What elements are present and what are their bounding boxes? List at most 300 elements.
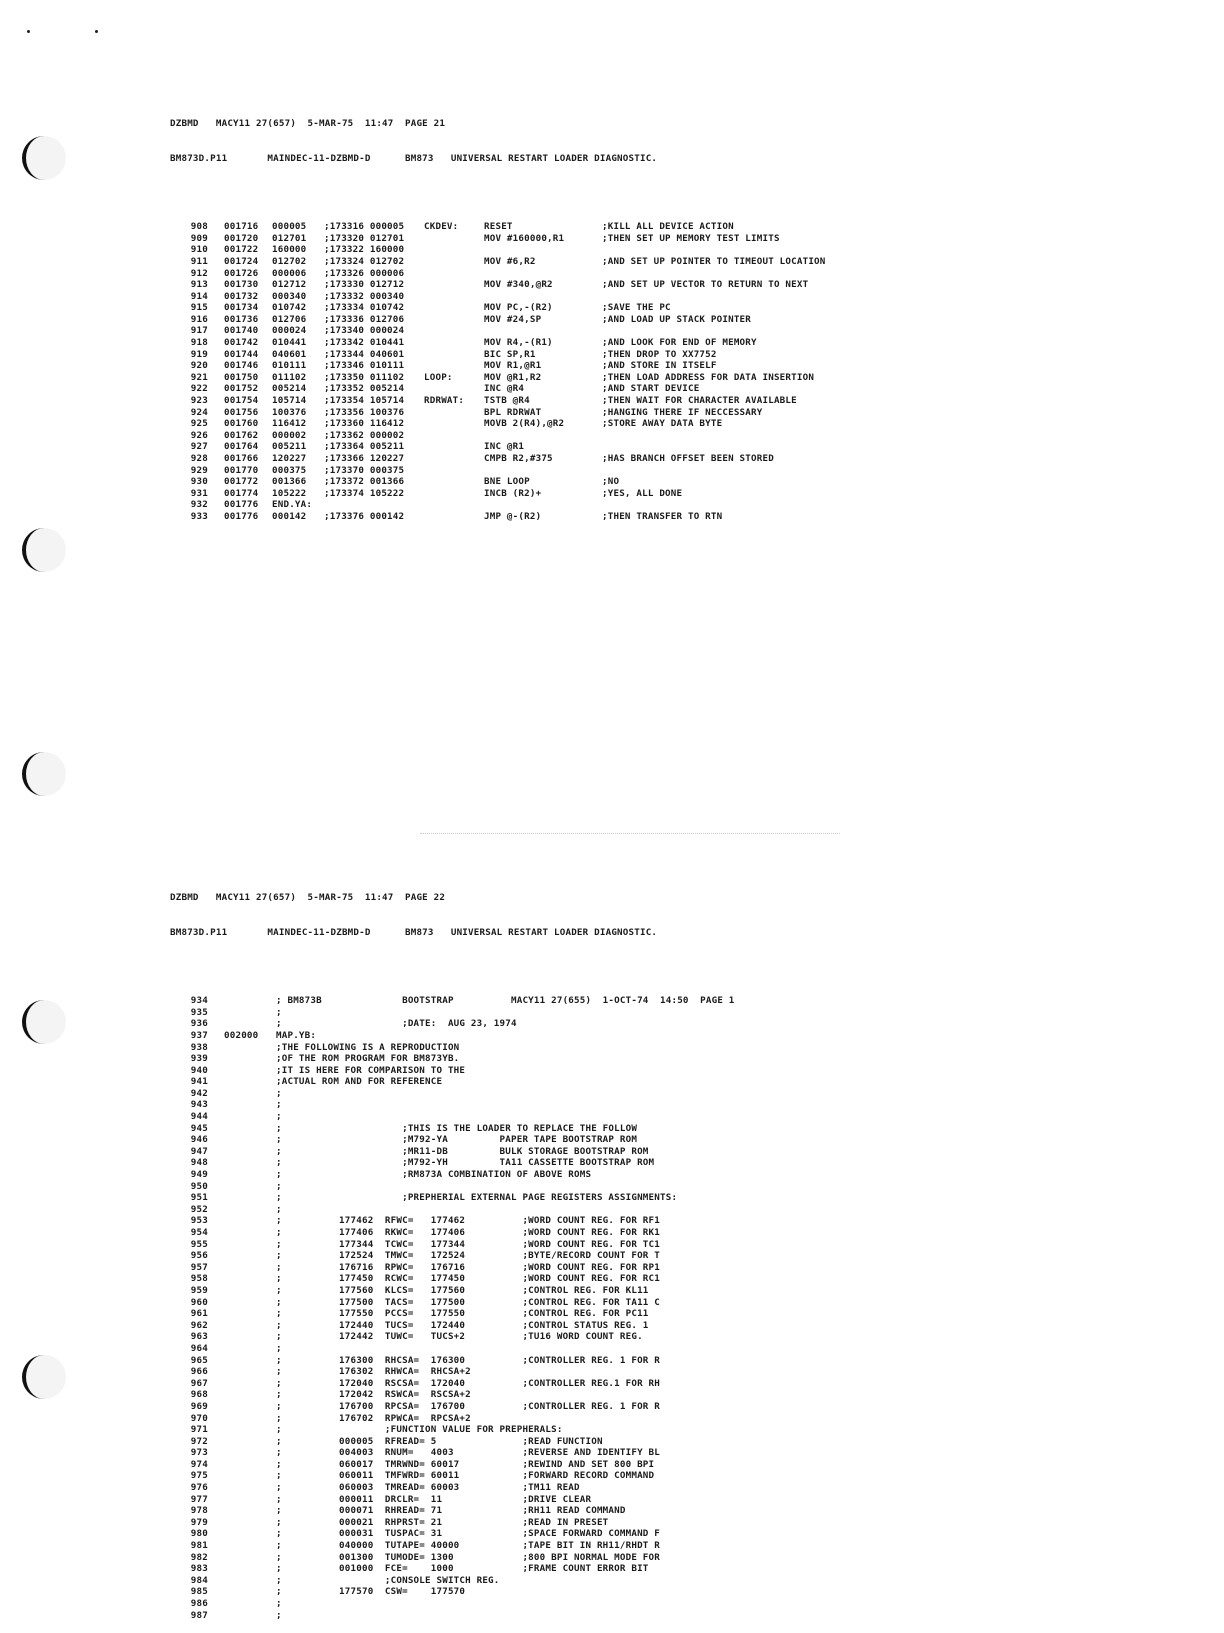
line-number: 935 [190,1006,208,1018]
binder-hole [22,136,66,180]
listing-line [170,349,826,361]
source-text: ; ;MR11-DB BULK STORAGE BOOTSTRAP ROM [276,1145,649,1157]
instruction: BPL RDRWAT [484,406,542,418]
listing-line [170,1355,735,1367]
line-number: 970 [190,1412,208,1424]
source-text: ; [276,1087,282,1099]
object-code: 011102 [272,371,307,383]
comment: ;SAVE THE PC [602,302,671,314]
instruction: JMP @-(R2) [484,510,542,522]
comment: ;THEN DROP TO XX7752 [602,348,717,360]
listing-line [170,1575,735,1587]
source-text: ; ;PREPHERIAL EXTERNAL PAGE REGISTERS ASSIGNMENTS: [276,1192,678,1204]
label: RDRWAT: [424,395,465,407]
listing-line [170,1262,735,1274]
address: 001760 [224,418,259,430]
line-number: 968 [190,1389,208,1401]
line-number: 982 [190,1551,208,1563]
line-number: 949 [190,1169,208,1181]
line-number: 965 [190,1354,208,1366]
listing-line [170,1552,735,1564]
listing-line [170,1308,735,1320]
address: 001756 [224,406,259,418]
source-text: ; 177450 RCWC= 177450 ;WORD COUNT REG. FOR RC1 [276,1273,660,1285]
line-number: 969 [190,1400,208,1412]
line-number: 984 [190,1574,208,1586]
rom-code: ;173364 005211 [324,441,405,453]
rom-code: ;173316 000005 [324,221,405,233]
listing-line [170,1042,735,1054]
listing-line [170,221,826,233]
line-number: 912 [190,267,208,279]
comment: ;THEN LOAD ADDRESS FOR DATA INSERTION [602,371,815,383]
rom-code: ;173322 160000 [324,244,405,256]
line-number: 962 [190,1319,208,1331]
source-text: ; [276,1342,282,1354]
listing-line [170,1181,735,1193]
listing-line [170,1528,735,1540]
line-number: 931 [190,487,208,499]
listing-line [170,430,826,442]
line-number: 908 [190,221,208,233]
listing-line [170,1088,735,1100]
line-number: 947 [190,1145,208,1157]
listing-line [170,395,826,407]
source-text: ; 000011 DRCLR= 11 ;DRIVE CLEAR [276,1493,592,1505]
line-number: 986 [190,1598,208,1609]
address: 001724 [224,255,259,267]
source-text: ;OF THE ROM PROGRAM FOR BM873YB. [276,1053,460,1065]
line-number: 925 [190,418,208,430]
rom-code: ;173346 010111 [324,360,405,372]
address: 001736 [224,313,259,325]
comment: ;YES, ALL DONE [602,487,683,499]
listing-line [170,1563,735,1575]
source-text: ; 060003 TMREAD= 60003 ;TM11 READ [276,1482,580,1494]
rom-code: ;173340 000024 [324,325,405,337]
line-number: 955 [190,1238,208,1250]
rom-code: ;173356 100376 [324,406,405,418]
instruction: MOV @R1,R2 [484,371,542,383]
address: 001740 [224,325,259,337]
source-text: ;ACTUAL ROM AND FOR REFERENCE [276,1076,443,1088]
speck [27,30,30,33]
object-code: 116412 [272,418,307,430]
rom-code: ;173374 105222 [324,487,405,499]
instruction: MOV R4,-(R1) [484,337,553,349]
listing-line [170,1192,735,1204]
rom-code: ;173366 120227 [324,453,405,464]
source-text: ; 000071 RHREAD= 71 ;RH11 READ COMMAND [276,1505,626,1517]
source-text: ; [276,1203,282,1215]
page-separator [420,833,840,834]
comment: ;THEN SET UP MEMORY TEST LIMITS [602,232,780,244]
rom-code: ;173376 000142 [324,510,405,522]
address: 001746 [224,360,259,372]
instruction: MOVB 2(R4),@R2 [484,418,565,430]
source-text: ; 176716 RPWC= 176716 ;WORD COUNT REG. FOR RP1 [276,1261,660,1273]
listing-line [170,1320,735,1332]
object-code: 160000 [272,244,307,256]
listing-line [170,256,826,268]
header-line-2: BM873D.P11 MAINDEC-11-DZBMD-D BM873 UNIVERSAL RESTART LOADER DIAGNOSTIC. [170,927,658,939]
object-code: 000024 [272,325,307,337]
source-text: ; 000031 TUSPAC= 31 ;SPACE FORWARD COMMAND F [276,1528,660,1540]
instruction: CMPB R2,#375 [484,453,553,464]
object-code: 005211 [272,441,307,453]
object-code: 000005 [272,221,307,233]
rom-code: ;173330 012712 [324,279,405,291]
instruction: RESET [484,221,513,233]
object-code: 000002 [272,429,307,441]
address: 001764 [224,441,259,453]
line-number: 961 [190,1308,208,1320]
listing-line [170,1018,735,1030]
listing-line [170,291,826,303]
source-text: ; 177550 PCCS= 177550 ;CONTROL REG. FOR PC11 [276,1308,649,1320]
source-text: ; BM873B BOOTSTRAP MACY11 27(655) 1-OCT-74 14:50 PAGE 1 [276,995,735,1007]
listing-line [170,441,826,453]
source-text: ; 177406 RKWC= 177406 ;WORD COUNT REG. FOR RK1 [276,1227,660,1238]
source-text: ;IT IS HERE FOR COMPARISON TO THE [276,1064,466,1076]
line-number: 958 [190,1273,208,1285]
instruction: BIC SP,R1 [484,348,536,360]
line-number: 980 [190,1528,208,1540]
source-text: ; 040000 TUTAPE= 40000 ;TAPE BIT IN RH11/RHDT R [276,1540,660,1552]
listing-line [170,1134,735,1146]
listing-line [170,1030,735,1042]
comment: ;HANGING THERE IF NECCESSARY [602,406,763,418]
header-line-2: BM873D.P11 MAINDEC-11-DZBMD-D BM873 UNIVERSAL RESTART LOADER DIAGNOSTIC. [170,153,658,165]
object-code: 105222 [272,487,307,499]
rom-code: ;173372 001366 [324,476,405,488]
listing-line [170,1076,735,1088]
line-number: 953 [190,1215,208,1227]
instruction: MOV R1,@R1 [484,360,542,372]
page-header [170,869,735,962]
object-code: 000375 [272,464,307,476]
line-number: 950 [190,1180,208,1192]
object-code: 012712 [272,279,307,291]
line-number: 948 [190,1157,208,1169]
rom-code: ;173332 000340 [324,290,405,302]
rom-code: ;173370 000375 [324,464,405,476]
line-number: 956 [190,1250,208,1262]
source-text: ; 001000 FCE= 1000 ;FRAME COUNT ERROR BIT [276,1563,649,1575]
source-text: ; ;RM873A COMBINATION OF ABOVE ROMS [276,1169,592,1181]
line-number: 921 [190,371,208,383]
source-text: ; 001300 TUMODE= 1300 ;800 BPI NORMAL MODE FOR [276,1551,660,1563]
address: 001770 [224,464,259,476]
line-number: 975 [190,1470,208,1482]
address: 001726 [224,267,259,279]
line-number: 971 [190,1424,208,1436]
listing-line [170,1123,735,1135]
address: 001742 [224,337,259,349]
line-number: 917 [190,325,208,337]
source-text: ;THE FOLLOWING IS A REPRODUCTION [276,1041,460,1053]
binder-hole [22,528,66,572]
page-header [170,95,826,188]
instruction: INC @R1 [484,441,525,453]
speck [95,30,98,33]
line-number: 920 [190,360,208,372]
line-number: 944 [190,1111,208,1123]
address: 001750 [224,371,259,383]
line-number: 927 [190,441,208,453]
source-text: ; [276,1598,282,1609]
listing-line [170,1157,735,1169]
rom-code: ;173326 000006 [324,267,405,279]
listing-line [170,499,826,511]
listing-page-21 [170,72,826,534]
listing-line [170,1007,735,1019]
source-text: ; ;DATE: AUG 23, 1974 [276,1018,517,1030]
source-text: ; 177570 CSW= 177570 [276,1586,466,1598]
listing-line [170,1482,735,1494]
source-text: ; ;M792-YA PAPER TAPE BOOTSTRAP ROM [276,1134,638,1146]
line-number: 910 [190,244,208,256]
line-number: 929 [190,464,208,476]
line-number: 937 [190,1029,208,1041]
object-code: END.YA: [272,499,313,511]
rom-code: ;173320 012701 [324,232,405,244]
listing-line [170,1204,735,1216]
line-number: 909 [190,232,208,244]
line-number: 922 [190,383,208,395]
instruction: BNE LOOP [484,476,530,488]
rom-code: ;173352 005214 [324,383,405,395]
line-number: 972 [190,1435,208,1447]
line-number: 978 [190,1505,208,1517]
comment: ;AND SET UP VECTOR TO RETURN TO NEXT [602,279,809,291]
line-number: 934 [190,995,208,1007]
line-number: 943 [190,1099,208,1111]
line-number: 940 [190,1064,208,1076]
source-text: ; 177560 KLCS= 177560 ;CONTROL REG. FOR KL11 [276,1284,649,1296]
listing-line [170,1470,735,1482]
listing-line [170,302,826,314]
comment: ;NO [602,476,620,488]
object-code: 012701 [272,232,307,244]
listing-line [170,1297,735,1309]
line-number: 933 [190,510,208,522]
header-line-1: DZBMD MACY11 27(657) 5-MAR-75 11:47 PAGE 21 [170,118,446,130]
object-code: 000142 [272,510,307,522]
source-text: ; ;CONSOLE SWITCH REG. [276,1574,500,1586]
listing-line [170,1227,735,1239]
object-code: 001366 [272,476,307,488]
header-line-1: DZBMD MACY11 27(657) 5-MAR-75 11:47 PAGE 22 [170,892,446,904]
line-number: 936 [190,1018,208,1030]
line-number: 976 [190,1482,208,1494]
source-text: ; [276,1111,282,1123]
comment: ;KILL ALL DEVICE ACTION [602,221,734,233]
object-code: 010111 [272,360,307,372]
source-text: ; 176700 RPCSA= 176700 ;CONTROLLER REG. 1 FOR R [276,1400,660,1412]
instruction: MOV #340,@R2 [484,279,553,291]
listing-line [170,1586,735,1598]
comment: ;THEN WAIT FOR CHARACTER AVAILABLE [602,395,797,407]
listing-rows [170,221,826,522]
instruction: MOV PC,-(R2) [484,302,553,314]
source-text: ; 177500 TACS= 177500 ;CONTROL REG. FOR TA11 C [276,1296,660,1308]
listing-line [170,1343,735,1355]
instruction: INC @R4 [484,383,525,395]
listing-line [170,453,826,465]
listing-line [170,244,826,256]
line-number: 967 [190,1377,208,1389]
address: 001730 [224,279,259,291]
comment: ;AND STORE IN ITSELF [602,360,717,372]
instruction: MOV #6,R2 [484,255,536,267]
instruction: TSTB @R4 [484,395,530,407]
object-code: 012706 [272,313,307,325]
listing-line [170,488,826,500]
comment: ;AND LOOK FOR END OF MEMORY [602,337,757,349]
line-number: 928 [190,453,208,464]
object-code: 010441 [272,337,307,349]
object-code: 120227 [272,453,307,464]
line-number: 963 [190,1331,208,1343]
listing-line [170,1610,735,1622]
comment: ;HAS BRANCH OFFSET BEEN STORED [602,453,774,464]
binder-hole [22,1355,66,1399]
listing-line [170,465,826,477]
line-number: 923 [190,395,208,407]
address: 002000 [224,1029,259,1041]
listing-line [170,1436,735,1448]
line-number: 926 [190,429,208,441]
instruction: MOV #160000,R1 [484,232,565,244]
comment: ;THEN TRANSFER TO RTN [602,510,723,522]
source-text: ; 060017 TMRWND= 60017 ;REWIND AND SET 800 BPI [276,1458,655,1470]
object-code: 000006 [272,267,307,279]
source-text: ; 004003 RNUM= 4003 ;REVERSE AND IDENTIFY BL [276,1447,660,1459]
source-text: ; 172040 RSCSA= 172040 ;CONTROLLER REG.1 FOR RH [276,1377,660,1389]
listing-line [170,233,826,245]
line-number: 973 [190,1447,208,1459]
listing-line [170,360,826,372]
line-number: 945 [190,1122,208,1134]
source-text: ; 000021 RHPRST= 21 ;READ IN PRESET [276,1516,609,1528]
line-number: 914 [190,290,208,302]
listing-line [170,1389,735,1401]
listing-line [170,995,735,1007]
line-number: 977 [190,1493,208,1505]
address: 001732 [224,290,259,302]
address: 001774 [224,487,259,499]
address: 001766 [224,453,259,464]
object-code: 000340 [272,290,307,302]
source-text: ; 176300 RHCSA= 176300 ;CONTROLLER REG. 1 FOR R [276,1354,660,1366]
listing-line [170,314,826,326]
line-number: 966 [190,1366,208,1378]
line-number: 919 [190,348,208,360]
label: LOOP: [424,371,453,383]
rom-code: ;173354 105714 [324,395,405,407]
listing-line [170,372,826,384]
line-number: 959 [190,1284,208,1296]
source-text: ; ;M792-YH TA11 CASSETTE BOOTSTRAP ROM [276,1157,655,1169]
source-text: ; [276,1099,282,1111]
comment: ;STORE AWAY DATA BYTE [602,418,723,430]
listing-line [170,383,826,395]
listing-line [170,325,826,337]
source-text: ; 172524 TMWC= 172524 ;BYTE/RECORD COUNT FOR T [276,1250,660,1262]
rom-code: ;173324 012702 [324,255,405,267]
rom-code: ;173344 040601 [324,348,405,360]
rom-code: ;173334 010742 [324,302,405,314]
line-number: 964 [190,1342,208,1354]
binder-hole [22,752,66,796]
source-text: ; [276,1609,282,1621]
line-number: 932 [190,499,208,511]
source-text: ; 172042 RSWCA= RSCSA+2 [276,1389,471,1401]
source-text: ; [276,1006,282,1018]
object-code: 005214 [272,383,307,395]
source-text: ; 176302 RHWCA= RHCSA+2 [276,1366,471,1378]
rom-code: ;173360 116412 [324,418,405,430]
listing-line [170,1505,735,1517]
line-number: 915 [190,302,208,314]
line-number: 924 [190,406,208,418]
line-number: 911 [190,255,208,267]
object-code: 040601 [272,348,307,360]
listing-line [170,279,826,291]
line-number: 913 [190,279,208,291]
address: 001754 [224,395,259,407]
listing-line [170,1413,735,1425]
object-code: 012702 [272,255,307,267]
address: 001776 [224,499,259,511]
listing-line [170,268,826,280]
listing-page-22 [170,846,735,1633]
listing-line [170,476,826,488]
label: CKDEV: [424,221,459,233]
address: 001772 [224,476,259,488]
object-code: 010742 [272,302,307,314]
source-text: ; 060011 TMFWRD= 60011 ;FORWARD RECORD COMMAND [276,1470,655,1482]
line-number: 916 [190,313,208,325]
source-text: ; 172442 TUWC= TUCS+2 ;TU16 WORD COUNT REG. [276,1331,643,1343]
listing-line [170,407,826,419]
address: 001722 [224,244,259,256]
source-text: ; [276,1180,282,1192]
line-number: 987 [190,1609,208,1621]
address: 001720 [224,232,259,244]
source-text: ; 176702 RPWCA= RPCSA+2 [276,1412,471,1424]
listing-line [170,1146,735,1158]
listing-line [170,1366,735,1378]
listing-line [170,1215,735,1227]
listing-line [170,1239,735,1251]
line-number: 951 [190,1192,208,1204]
listing-line [170,1378,735,1390]
listing-line [170,1053,735,1065]
line-number: 983 [190,1563,208,1575]
rom-code: ;173336 012706 [324,313,405,325]
listing-line [170,1540,735,1552]
line-number: 974 [190,1458,208,1470]
listing-line [170,1401,735,1413]
comment: ;AND START DEVICE [602,383,700,395]
address: 001776 [224,510,259,522]
line-number: 946 [190,1134,208,1146]
object-code: 105714 [272,395,307,407]
listing-line [170,1598,735,1610]
source-text: ; 177344 TCWC= 177344 ;WORD COUNT REG. FOR TC1 [276,1238,660,1250]
